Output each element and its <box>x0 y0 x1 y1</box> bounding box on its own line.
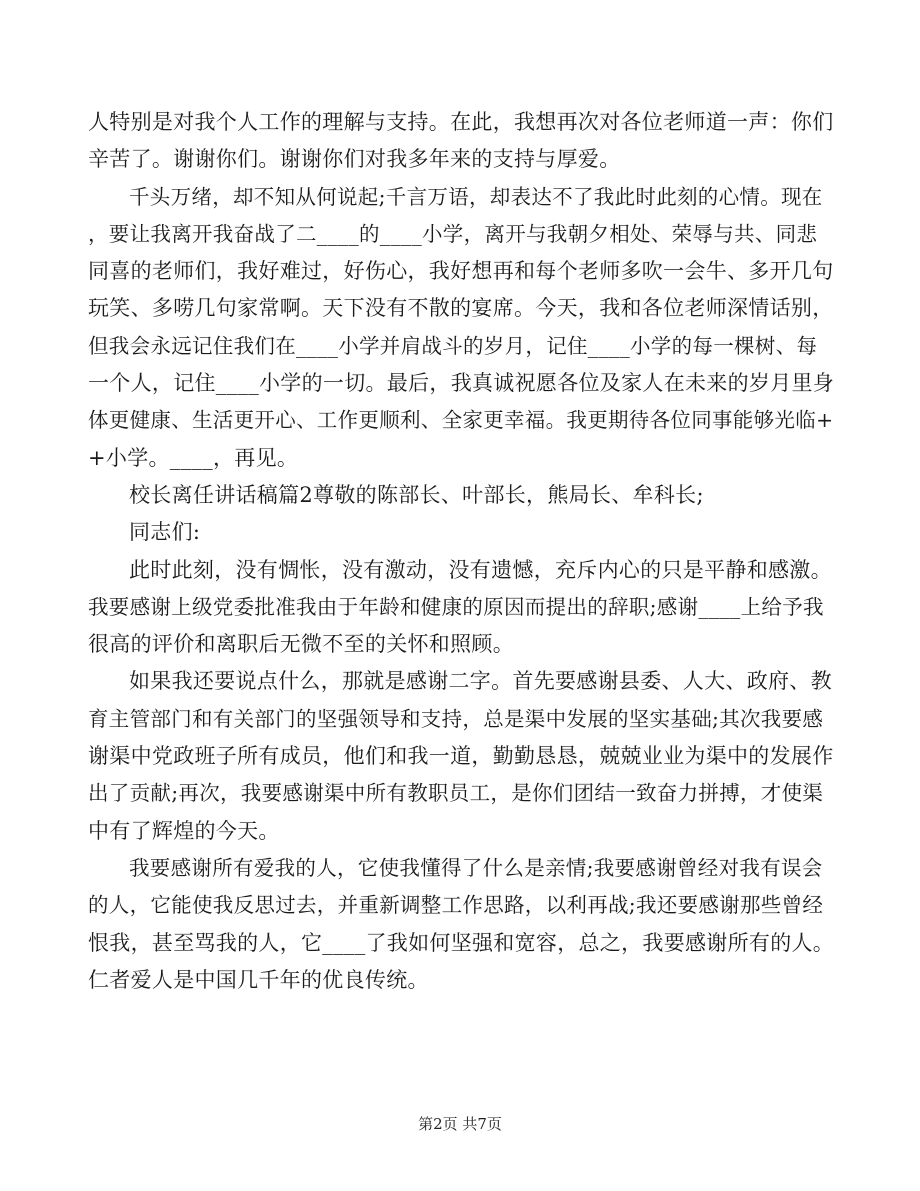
text-line: 此时此刻，没有惆怅，没有激动，没有遗憾，充斥内心的只是平静和感激。 <box>129 557 832 582</box>
text-line: 如果我还要说点什么，那就是感谢二字。首先要感谢县委、人大、政府、教 <box>129 669 832 694</box>
text-line: 玩笑、多唠几句家常啊。天下没有不散的宴席。今天，我和各位老师深情话别， <box>88 296 834 321</box>
text-line: 很高的评价和离职后无微不至的关怀和照顾。 <box>88 632 514 657</box>
text-line: 中有了辉煌的今天。 <box>88 818 280 843</box>
text-line: 辛苦了。谢谢你们。谢谢你们对我多年来的支持与厚爱。 <box>88 147 621 172</box>
text-line: 我要感谢上级党委批准我由于年龄和健康的原因而提出的辞职;感谢____上给予我 <box>88 594 824 619</box>
text-line: 同志们: <box>129 520 201 545</box>
text-line: 谢渠中党政班子所有成员，他们和我一道，勤勤恳恳，兢兢业业为渠中的发展作 <box>88 744 834 769</box>
text-line: 但我会永远记住我们在____小学并肩战斗的岁月，记住____小学的每一棵树、每 <box>88 333 818 358</box>
text-line: 育主管部门和有关部门的坚强领导和支持，总是渠中发展的坚实基础;其次我要感 <box>88 706 824 731</box>
text-line: 出了贡献;再次，我要感谢渠中所有教职员工，是你们团结一致奋力拼搏，才使渠 <box>88 781 824 806</box>
text-line: +小学。____，再见。 <box>88 445 299 470</box>
page-number: 第2页 共7页 <box>418 1115 502 1133</box>
text-line: 校长离任讲话稿篇2尊敬的陈部长、叶部长，熊局长、牟科长; <box>129 482 704 507</box>
text-line: 人特别是对我个人工作的理解与支持。在此，我想再次对各位老师道一声：你们 <box>88 110 834 134</box>
document-body <box>88 104 834 999</box>
text-line: 千头万绪，却不知从何说起;千言万语，却表达不了我此时此刻的心情。现在 <box>129 184 823 209</box>
text-line: 体更健康、生活更开心、工作更顺利、全家更幸福。我更期待各位同事能够光临+ <box>88 408 834 433</box>
text-line: ，要让我离开我奋战了二____的____小学，离开与我朝夕相处、荣辱与共、同悲 <box>88 221 818 246</box>
text-line: 仁者爱人是中国几千年的优良传统。 <box>88 967 429 992</box>
text-line: 的人，它能使我反思过去，并重新调整工作思路，以利再战;我还要感谢那些曾经 <box>88 893 824 918</box>
text-line: 恨我，甚至骂我的人，它____了我如何坚强和宽容，总之，我要感谢所有的人。 <box>88 930 835 955</box>
text-line: 一个人，记住____小学的一切。最后，我真诚祝愿各位及家人在未来的岁月里身 <box>88 371 835 396</box>
text-line: 我要感谢所有爱我的人，它使我懂得了什么是亲情;我要感谢曾经对我有误会 <box>129 855 823 880</box>
text-line: 同喜的老师们，我好难过，好伤心，我好想再和每个老师多吹一会牛、多开几句 <box>88 259 834 284</box>
